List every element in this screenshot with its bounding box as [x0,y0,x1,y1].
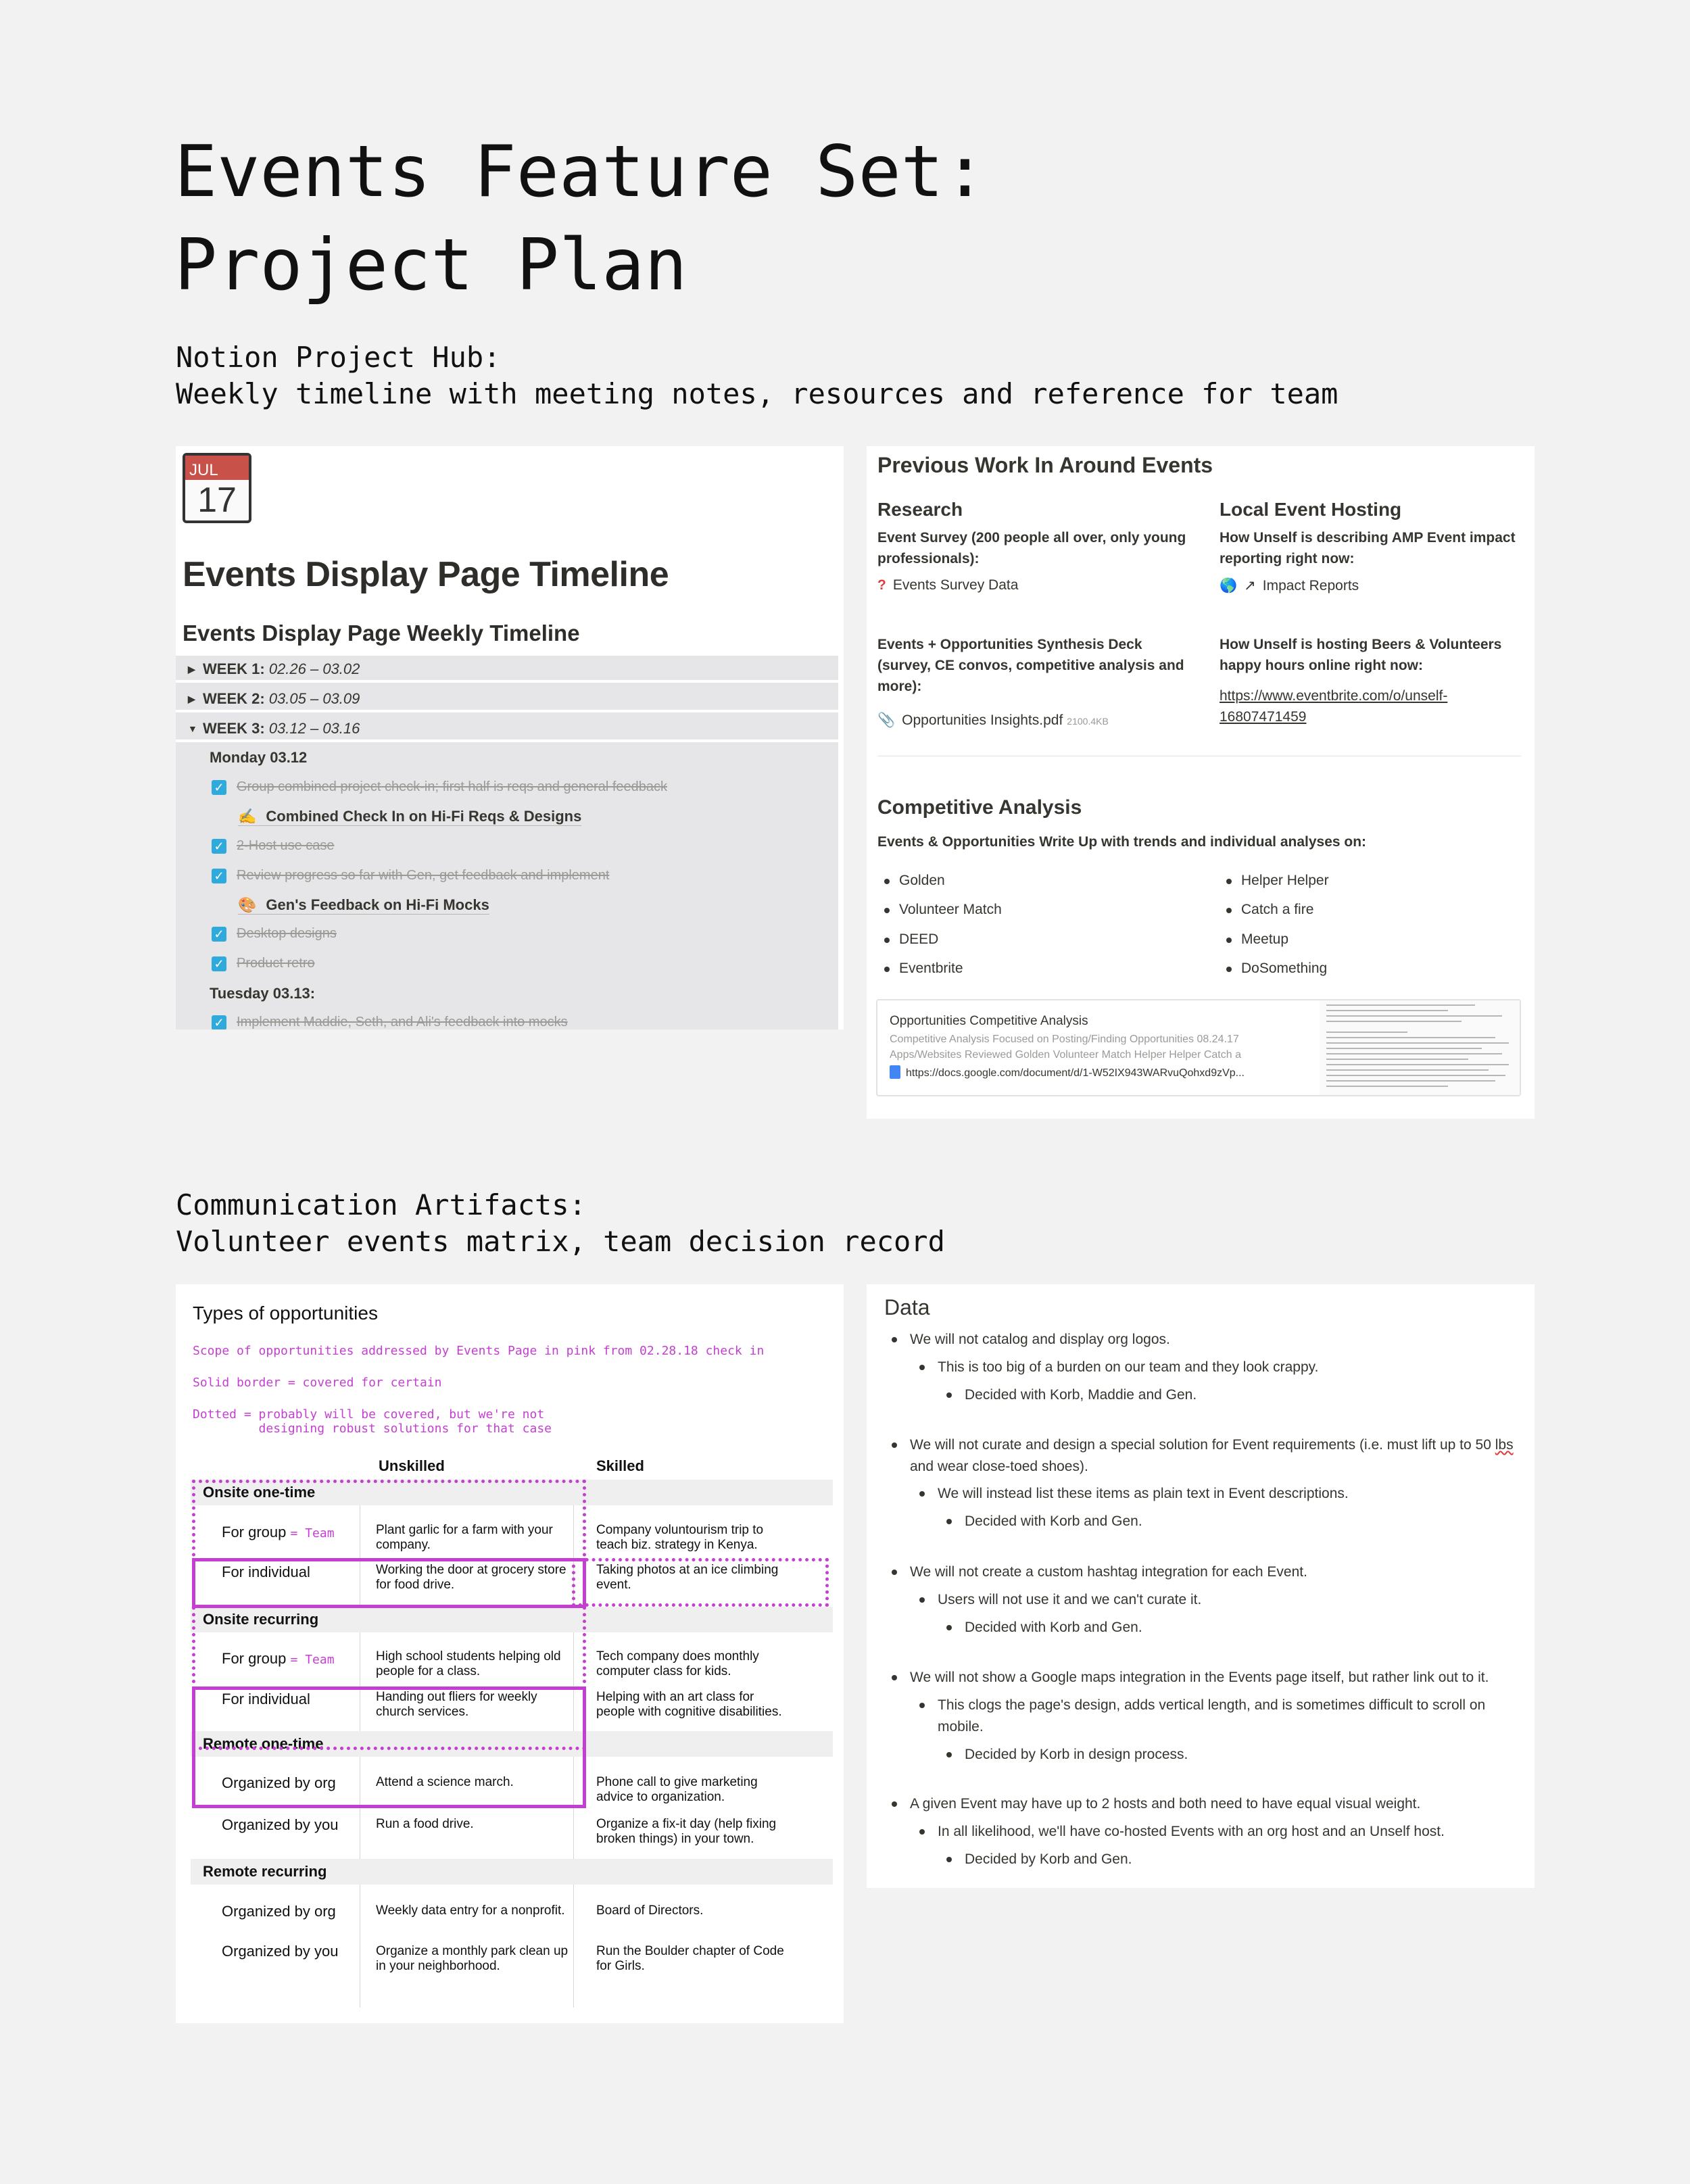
decision-reason: We will instead list these items as plain text in Event descriptions. [938,1483,1519,1505]
eventbrite-url-line-2: 16807471459 [1220,709,1307,725]
week-dates: 03.05 – 03.09 [268,690,360,707]
column-header-skilled: Skilled [596,1457,644,1474]
local-event-hosting-heading: Local Event Hosting [1220,499,1402,520]
matrix-cell: Working the door at grocery store for food drive. [376,1563,566,1592]
thumbnail-line [1326,1080,1495,1082]
checkbox-checked-icon[interactable]: ✓ [212,1015,226,1029]
category-remote-recurring: Remote recurring [191,1859,833,1885]
bookmark-url [890,1065,1245,1079]
competitive-analysis-bookmark[interactable] [876,999,1521,1096]
list-item: Meetup [1226,931,1288,948]
todo-text: Product retro [237,956,315,971]
deck-file-size: 2100.4KB [1067,716,1109,727]
team-tag: = Team [290,1526,335,1540]
checkbox-checked-icon[interactable]: ✓ [212,839,226,854]
column-header-unskilled: Unskilled [379,1457,445,1474]
tuesday-heading: Tuesday 03.13: [210,985,316,1002]
thumbnail-line [1326,1069,1489,1071]
list-item: Catch a fire [1226,902,1313,918]
deck-file-attachment[interactable] [877,712,1109,729]
impact-reports-link[interactable] [1220,577,1359,594]
category-onsite-recurring: Onsite recurring [191,1607,833,1632]
matrix-cell: Handing out fliers for weekly church services. [376,1690,537,1719]
eventbrite-url-line-1: https://www.eventbrite.com/o/unself- [1220,688,1448,704]
section-heading-notion-title: Notion Project Hub: [176,341,501,374]
todo-text: Implement Maddie, Seth, and Ali's feedback into mocks [237,1015,568,1029]
week-dates: 03.12 – 03.16 [268,720,360,737]
calendar-icon-day: 17 [197,481,237,520]
todo-text: 2-Host use case [237,838,335,853]
bookmark-title: Opportunities Competitive Analysis [890,1014,1088,1028]
timeline-screenshot [176,446,844,1029]
misspelled-word: lbs [1495,1437,1514,1453]
section-heading-artifacts [176,1187,1528,1260]
section-heading-notion-subtitle: Weekly timeline with meeting notes, resources and reference for team [176,377,1338,410]
todo-item[interactable] [212,956,315,973]
row-label-organized-by-you: Organized by you [222,1943,339,1960]
list-item: Volunteer Match [884,902,1002,918]
row-label-text: For group [222,1650,287,1667]
todo-item[interactable] [212,779,667,797]
decision-owner: Decided with Korb and Gen. [965,1511,1519,1532]
decision-text: We will not curate and design a special solution for Event requirements (i.e. must lift up to 50 [910,1437,1495,1453]
research-heading: Research [877,499,963,520]
google-doc-icon [890,1065,900,1079]
paperclip-icon: 📎 [877,712,896,728]
globe-icon: 🌎 [1220,578,1238,593]
solid-scope-border [192,1558,586,1608]
row-label-for-individual: For individual [222,1563,310,1580]
list-item: DoSomething [1226,961,1327,977]
thumbnail-line [1326,1021,1462,1022]
matrix-note-scope: Scope of opportunities addressed by Events Page in pink from 02.28.18 check in [193,1344,765,1358]
decision-reason: This clogs the page's design, adds vertical length, and is sometimes difficult to scroll on mobile. [938,1695,1519,1738]
thumbnail-line [1326,1059,1468,1060]
thumbnail-line [1326,1053,1502,1054]
decision-record-title: Data [884,1295,930,1319]
page-link-text: Gen's Feedback on Hi-Fi Mocks [266,896,489,913]
matrix-cell: Weekly data entry for a nonprofit. [376,1903,565,1918]
matrix-cell: Organize a fix-it day (help fixing broken things) in your town. [596,1817,777,1846]
matrix-cell: Tech company does monthly computer class for kids. [596,1649,759,1678]
todo-text: Desktop designs [237,926,337,941]
thumbnail-line [1326,1004,1475,1006]
page-link-text: Combined Check In on Hi-Fi Reqs & Designs [266,808,582,825]
week-3-toggle[interactable] [176,715,838,742]
week-label: WEEK 2: [203,690,265,707]
row-label-organized-by-you: Organized by you [222,1816,339,1833]
survey-data-link[interactable] [877,577,1018,593]
section-heading-artifacts-title: Communication Artifacts: [176,1188,586,1221]
category-remote-one-time: Remote one-time [191,1731,833,1757]
checkbox-checked-icon[interactable]: ✓ [212,927,226,942]
matrix-title: Types of opportunities [193,1303,378,1324]
solid-scope-border [192,1686,586,1808]
decision-item: We will not catalog and display org logos. [910,1329,1518,1351]
deck-file-name: Opportunities Insights.pdf [902,712,1063,728]
matrix-cell: Run a food drive. [376,1817,474,1831]
matrix-cell: Helping with an art class for people with cognitive disabilities. [596,1690,782,1719]
list-item: DEED [884,931,938,948]
thumbnail-line [1326,1086,1448,1087]
dotted-scope-border [572,1558,829,1607]
thumbnail-line [1326,1010,1448,1011]
collapsed-triangle-icon: ▶ [188,664,195,675]
palette-icon: 🎨 [238,896,257,913]
monday-heading: Monday 03.12 [210,749,308,766]
thumbnail-line [1326,1042,1509,1044]
survey-data-link-text: Events Survey Data [892,577,1019,593]
checkbox-checked-icon[interactable]: ✓ [212,780,226,795]
todo-item[interactable] [212,838,335,856]
list-item: Eventbrite [884,961,963,977]
page-link-combined-check-in[interactable] [238,808,581,826]
list-item: Helper Helper [1226,873,1329,889]
week-1-toggle[interactable] [176,656,838,683]
timeline-subtitle: Events Display Page Weekly Timeline [183,621,580,646]
todo-text: Review progress so far with Gen, get feedback and implement [237,868,610,883]
matrix-cell: Run the Boulder chapter of Code for Girls. [596,1944,784,1973]
category-onsite-one-time: Onsite one-time [191,1480,833,1505]
row-label-text: For group [222,1524,287,1540]
competitive-intro: Events & Opportunities Write Up with trends and individual analyses on: [877,834,1367,850]
timeline-page-title: Events Display Page Timeline [183,555,669,594]
list-item: Golden [884,873,945,889]
decision-reason: In all likelihood, we'll have co-hosted Events with an org host and an Unself host. [938,1821,1519,1843]
deck-label: Events + Opportunities Synthesis Deck (survey, CE convos, competitive analysis and more): [877,637,1184,694]
expanded-triangle-icon: ▼ [188,723,197,734]
bookmark-thumbnail [1320,1000,1521,1096]
todo-text: Group combined project check-in; first half is reqs and general feedback [237,779,668,794]
team-tag: = Team [290,1653,335,1667]
decision-owner: Decided with Korb, Maddie and Gen. [965,1384,1519,1406]
todo-item[interactable] [212,926,337,944]
link-arrow-icon: ↗ [1244,578,1256,593]
decision-owner: Decided with Korb and Gen. [965,1617,1519,1639]
row-label-organized-by-org: Organized by org [222,1774,336,1791]
decision-item: We will not show a Google maps integration in the Events page itself, but rather link out to it. [910,1667,1518,1689]
page-title-line-1: Events Feature Set: [174,130,987,213]
question-mark-icon: ? [877,577,886,593]
decision-reason: This is too big of a burden on our team and they look crappy. [938,1357,1519,1378]
decision-record [867,1284,1535,1888]
previous-work-title: Previous Work In Around Events [877,453,1213,477]
previous-work-screenshot [867,446,1535,1119]
decision-owner: Decided by Korb in design process. [965,1744,1519,1766]
matrix-cell: Phone call to give marketing advice to organization. [596,1775,758,1804]
week-label: WEEK 1: [203,660,265,677]
decision-item: We will not create a custom hashtag integration for each Event. [910,1561,1518,1583]
matrix-cell: Board of Directors. [596,1903,704,1918]
impact-reports-link-text: Impact Reports [1262,578,1359,593]
row-label-organized-by-org: Organized by org [222,1903,336,1920]
week-dates: 02.26 – 03.02 [268,660,360,677]
writing-hand-icon: ✍ [238,808,257,825]
matrix-cell: Plant garlic for a farm with your company. [376,1523,553,1552]
thumbnail-line [1326,1015,1502,1017]
decision-owner: Decided by Korb and Gen. [965,1849,1519,1870]
survey-label: Event Survey (200 people all over, only young professionals): [877,530,1186,566]
page-title [174,125,1256,312]
section-heading-notion [176,339,1528,412]
matrix-note-dotted: Dotted = probably will be covered, but we're not designing robust solutions for that case [193,1407,552,1436]
matrix-cell: High school students helping old people for a class. [376,1649,561,1678]
todo-item[interactable] [212,868,609,885]
eventbrite-url[interactable] [1220,685,1447,727]
matrix-note-solid: Solid border = covered for certain [193,1376,442,1390]
matrix-cell: Attend a science march. [376,1775,514,1789]
page-link-gens-feedback[interactable] [238,896,489,915]
decision-reason: Users will not use it and we can't curate it. [938,1589,1519,1611]
matrix-cell: Taking photos at an ice climbing event. [596,1563,779,1592]
decision-item: A given Event may have up to 2 hosts and both need to have equal visual weight. [910,1793,1518,1815]
thumbnail-line [1326,1032,1407,1033]
calendar-icon-month: JUL [185,456,249,480]
collapsed-triangle-icon: ▶ [188,694,195,704]
thumbnail-line [1326,1037,1495,1038]
thumbnail-line [1326,1075,1505,1076]
week-2-toggle[interactable] [176,685,838,712]
amp-label: How Unself is describing AMP Event impact reporting right now: [1220,530,1516,566]
checkbox-checked-icon[interactable]: ✓ [212,956,226,971]
todo-item[interactable] [212,1015,568,1029]
row-label-for-individual: For individual [222,1691,310,1707]
competitive-analysis-heading: Competitive Analysis [877,796,1082,819]
decision-item [910,1434,1518,1478]
week-label: WEEK 3: [203,720,265,737]
calendar-icon [183,453,251,523]
thumbnail-line [1326,1048,1482,1049]
opportunities-matrix [176,1284,844,2023]
matrix-cell: Company voluntourism trip to teach biz. strategy in Kenya. [596,1523,764,1552]
beers-label: How Unself is hosting Beers & Volunteers happy hours online right now: [1220,637,1502,673]
page-title-line-2: Project Plan [174,224,687,306]
bookmark-url-text: https://docs.google.com/document/d/1-W52IX943WARvuQohxd9zVp... [906,1067,1245,1079]
thumbnail-line [1326,1064,1509,1065]
checkbox-checked-icon[interactable]: ✓ [212,869,226,883]
bookmark-description: Competitive Analysis Focused on Posting/Finding Opportunities 08.24.17 Apps/Websites Reviewed Golden Volunteer Match Helper Helper Catch a [890,1034,1241,1061]
matrix-cell: Organize a monthly park clean up in your neighborhood. [376,1944,569,1973]
decision-text: and wear close-toed shoes). [910,1459,1088,1474]
section-heading-artifacts-subtitle: Volunteer events matrix, team decision record [176,1225,945,1258]
